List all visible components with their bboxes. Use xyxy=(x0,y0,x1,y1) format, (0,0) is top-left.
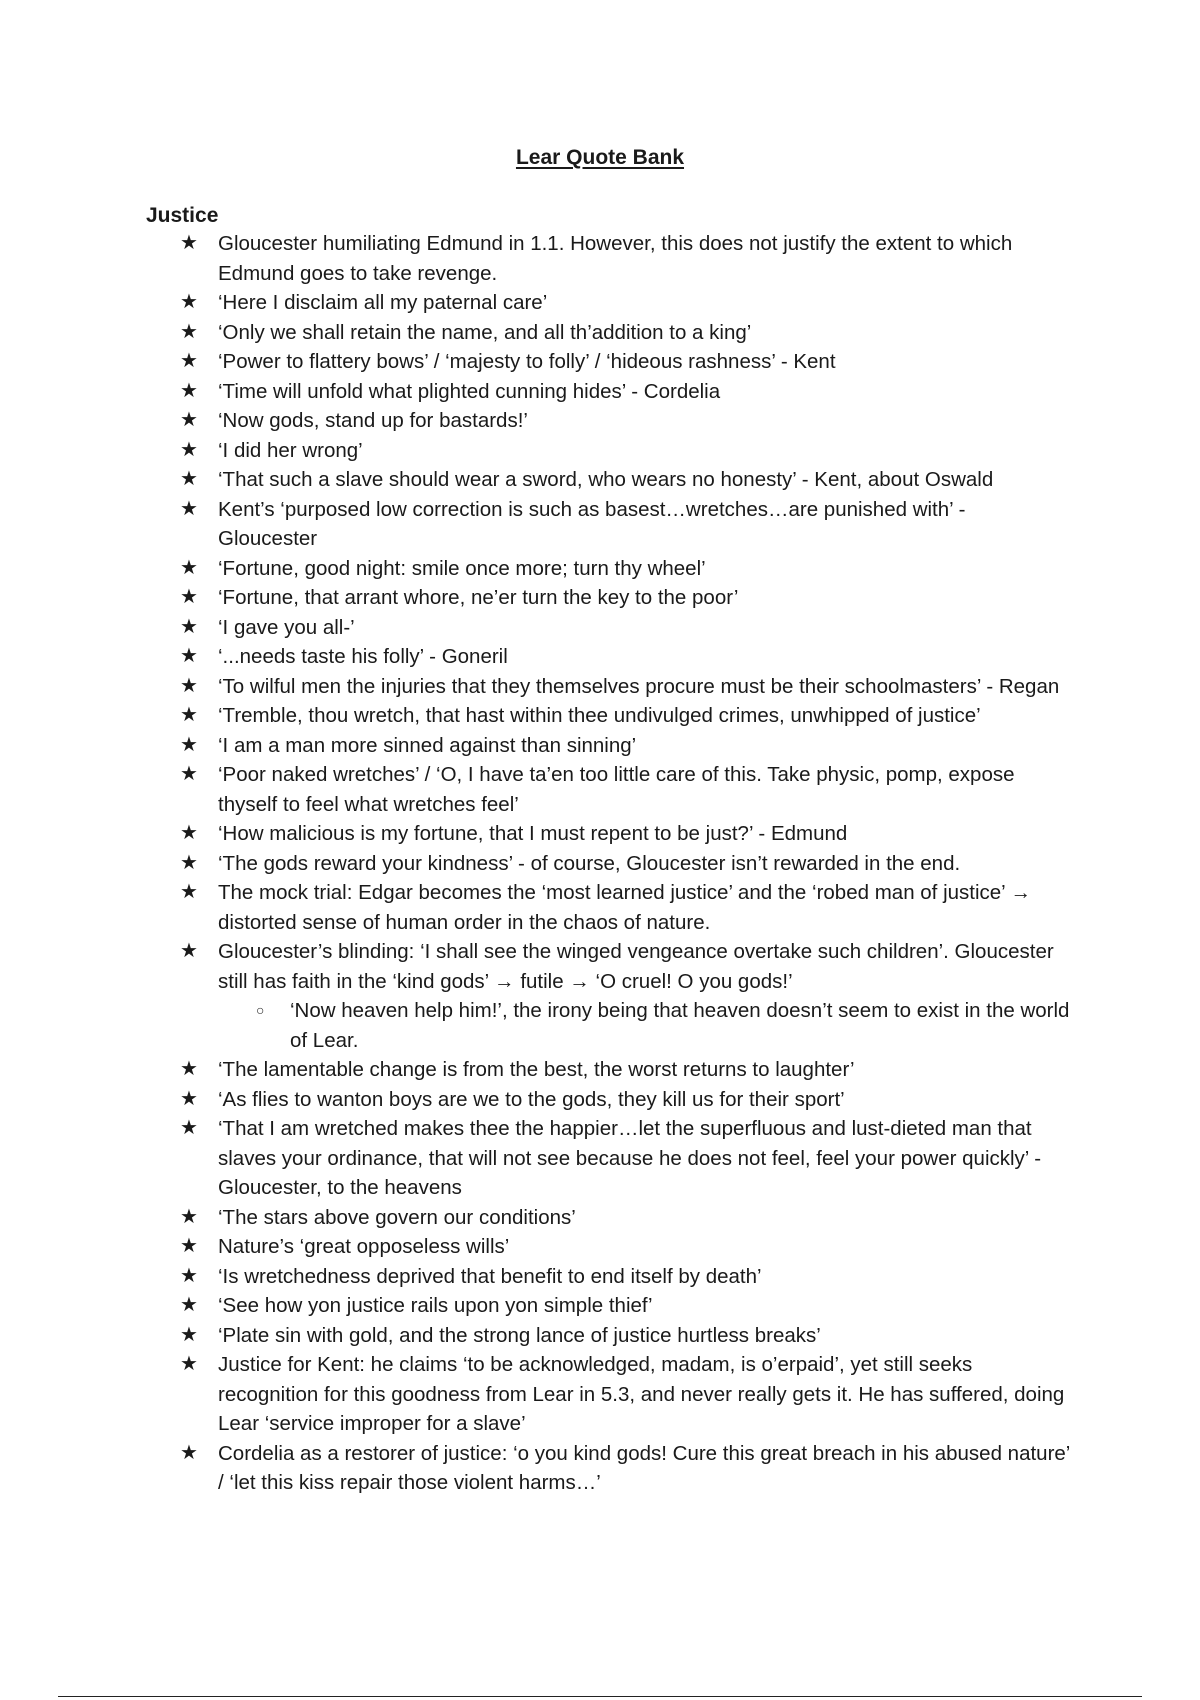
star-bullet-icon: ★ xyxy=(180,320,198,343)
quote-item xyxy=(0,347,1200,377)
quote-item xyxy=(0,288,1200,318)
star-bullet-icon: ★ xyxy=(180,1058,198,1080)
star-bullet-icon: ★ xyxy=(180,1087,198,1110)
quote-item xyxy=(0,377,1200,407)
star-bullet-icon: ★ xyxy=(180,940,198,962)
quote-text: ‘Fortune, good night: smile once more; turn thy wheel’ xyxy=(218,556,706,580)
quote-text: ‘To wilful men the injuries that they themselves procure must be their schoolmasters’ - Regan xyxy=(218,674,1060,698)
quote-text: ‘As flies to wanton boys are we to the gods, they kill us for their sport’ xyxy=(218,1087,845,1111)
quote-item xyxy=(0,1055,1200,1085)
quote-text: ‘How malicious is my fortune, that I must repent to be just?’ - Edmund xyxy=(218,822,848,845)
quote-text: ‘The gods reward your kindness’ - of course, Gloucester isn’t rewarded in the end. xyxy=(218,851,961,875)
quote-item xyxy=(0,1203,1200,1233)
quote-item xyxy=(0,1232,1200,1262)
quote-text: The mock trial: Edgar becomes the ‘most learned justice’ and the ‘robed man of justice’ → distorted sense of human order in the chaos of nature. xyxy=(218,881,1032,934)
quote-text: Gloucester humiliating Edmund in 1.1. However, this does not justify the extent to which Edmund goes to take revenge. xyxy=(218,232,1013,285)
quote-text: ‘Poor naked wretches’ / ‘O, I have ta’en too little care of this. Take physic, pomp, expose thyself to feel what wretches feel’ xyxy=(218,763,1015,816)
quote-item xyxy=(0,495,1200,554)
quote-text: ‘Time will unfold what plighted cunning hides’ - Cordelia xyxy=(218,379,721,403)
star-bullet-icon: ★ xyxy=(180,1294,198,1316)
quote-item xyxy=(0,613,1200,643)
star-bullet-icon: ★ xyxy=(180,497,198,520)
star-bullet-icon: ★ xyxy=(180,1441,198,1464)
star-bullet-icon: ★ xyxy=(180,733,198,756)
quote-item xyxy=(0,1291,1200,1321)
quote-item xyxy=(0,1085,1200,1115)
quote-item xyxy=(0,760,1200,819)
quote-item xyxy=(0,937,1200,1055)
quote-text: ‘Power to flattery bows’ / ‘majesty to folly’ / ‘hideous rashness’ - Kent xyxy=(218,350,836,373)
quote-item xyxy=(0,672,1200,702)
quote-item xyxy=(0,318,1200,348)
quote-item xyxy=(0,819,1200,849)
quote-text: ‘I did her wrong’ xyxy=(218,438,363,462)
star-bullet-icon: ★ xyxy=(180,556,198,579)
document-title: Lear Quote Bank xyxy=(515,146,685,169)
quote-text: ‘Here I disclaim all my paternal care’ xyxy=(218,291,548,314)
star-bullet-icon: ★ xyxy=(180,1205,198,1228)
section-heading-justice: Justice xyxy=(146,204,219,227)
quote-text: Cordelia as a restorer of justice: ‘o you kind gods! Cure this great breach in his abused nature’ / ‘let this kiss repair those violent harms…’ xyxy=(218,1441,1070,1494)
star-bullet-icon: ★ xyxy=(180,586,198,608)
quote-item xyxy=(0,731,1200,761)
quote-item xyxy=(0,554,1200,584)
quote-text: ‘That such a slave should wear a sword, who wears no honesty’ - Kent, about Oswald xyxy=(218,468,994,491)
quote-text: ‘That I am wretched makes thee the happier…let the superfluous and lust-dieted man that slaves your ordinance, that will not see because he does not feel, feel your power quickly’ - Gloucester, to the heavens xyxy=(218,1117,1042,1199)
quote-text: Gloucester’s blinding: ‘I shall see the winged vengeance overtake such children’. Gloucester still has faith in the ‘kind gods’ → futile → ‘O cruel! O you gods!’ xyxy=(218,940,1054,993)
star-bullet-icon: ★ xyxy=(180,1235,198,1257)
sub-quote-text: ‘Now heaven help him!’, the irony being that heaven doesn’t seem to exist in the world of Lear. xyxy=(290,999,1070,1052)
quote-text: ‘...needs taste his folly’ - Goneril xyxy=(218,645,508,668)
quote-text: ‘The lamentable change is from the best, the worst returns to laughter’ xyxy=(218,1058,855,1081)
star-bullet-icon: ★ xyxy=(180,468,198,490)
quote-text: Nature’s ‘great opposeless wills’ xyxy=(218,1235,510,1258)
star-bullet-icon: ★ xyxy=(180,645,198,667)
quote-text: ‘Is wretchedness deprived that benefit to end itself by death’ xyxy=(218,1264,762,1288)
star-bullet-icon: ★ xyxy=(180,851,198,874)
quote-item xyxy=(0,1439,1200,1498)
quote-item xyxy=(0,465,1200,495)
star-bullet-icon: ★ xyxy=(180,822,198,844)
star-bullet-icon: ★ xyxy=(180,232,198,254)
quote-text: ‘I gave you all-’ xyxy=(218,615,355,639)
sub-quote-item xyxy=(218,996,1070,1055)
quote-text: ‘Only we shall retain the name, and all th’addition to a king’ xyxy=(218,320,752,344)
star-bullet-icon: ★ xyxy=(180,674,198,697)
quote-text: ‘Plate sin with gold, and the strong lance of justice hurtless breaks’ xyxy=(218,1323,821,1347)
sub-quote-list xyxy=(218,996,1070,1055)
quote-text: ‘See how yon justice rails upon yon simple thief’ xyxy=(218,1294,653,1317)
footer-divider xyxy=(58,1696,1142,1697)
star-bullet-icon: ★ xyxy=(180,1264,198,1287)
star-bullet-icon: ★ xyxy=(180,438,198,461)
star-bullet-icon: ★ xyxy=(180,350,198,372)
star-bullet-icon: ★ xyxy=(180,615,198,638)
quote-list xyxy=(0,229,1200,1498)
quote-item xyxy=(0,878,1200,937)
quote-item xyxy=(0,849,1200,879)
quote-item xyxy=(0,406,1200,436)
star-bullet-icon: ★ xyxy=(180,1117,198,1139)
quote-item xyxy=(0,1321,1200,1351)
quote-item xyxy=(0,1114,1200,1203)
quote-text: ‘The stars above govern our conditions’ xyxy=(218,1205,576,1229)
star-bullet-icon: ★ xyxy=(180,704,198,726)
quote-item xyxy=(0,436,1200,466)
quote-text: ‘Tremble, thou wretch, that hast within thee undivulged crimes, unwhipped of justice’ xyxy=(218,704,981,727)
quote-item xyxy=(0,229,1200,288)
star-bullet-icon: ★ xyxy=(180,379,198,402)
quote-text: ‘Fortune, that arrant whore, ne’er turn the key to the poor’ xyxy=(218,586,739,609)
quote-text: ‘Now gods, stand up for bastards!’ xyxy=(218,409,528,432)
quote-item xyxy=(0,583,1200,613)
star-bullet-icon: ★ xyxy=(180,1353,198,1375)
star-bullet-icon: ★ xyxy=(180,409,198,431)
quote-text: Justice for Kent: he claims ‘to be acknowledged, madam, is o’erpaid’, yet still seeks recognition for this goodness from Lear in 5.3, and never really gets it. He has suffered, doing Lear ‘service improper for a slave’ xyxy=(218,1353,1065,1435)
star-bullet-icon: ★ xyxy=(180,763,198,785)
quote-item xyxy=(0,642,1200,672)
star-bullet-icon: ★ xyxy=(180,291,198,313)
quote-item xyxy=(0,701,1200,731)
star-bullet-icon: ★ xyxy=(180,881,198,903)
quote-text: Kent’s ‘purposed low correction is such as basest…wretches…are punished with’ - Gloucester xyxy=(218,497,966,550)
star-bullet-icon: ★ xyxy=(180,1323,198,1346)
circle-bullet-icon: ○ xyxy=(256,1002,265,1018)
quote-text: ‘I am a man more sinned against than sinning’ xyxy=(218,733,637,757)
quote-item xyxy=(0,1262,1200,1292)
quote-item xyxy=(0,1350,1200,1439)
